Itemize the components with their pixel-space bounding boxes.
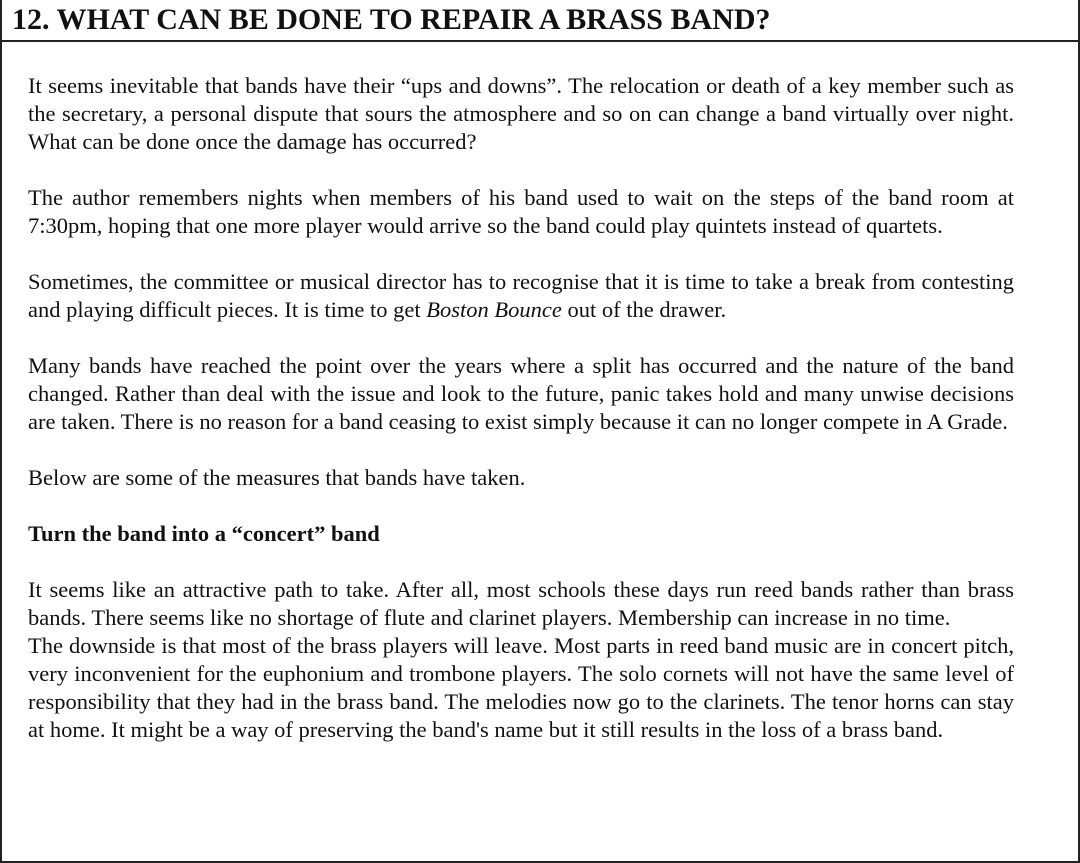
piece-title-boston-bounce: Boston Bounce — [426, 297, 562, 322]
paragraph-author-memory: The author remembers nights when members of his band used to wait on the steps of the band room at 7:30pm, hoping that one more player would arrive so the band could play quintets instead of quartets. — [28, 185, 1014, 238]
section-heading-concert-band: Turn the band into a “concert” band — [28, 521, 380, 546]
paragraph-intro: It seems inevitable that bands have their “ups and downs”. The relocation or death of a key member such as the secretary, a personal dispute that sours the atmosphere and so on can change a band virtually over night. What can be done once the damage has occurred? — [28, 73, 1014, 154]
paragraph-concert-band-downside: The downside is that most of the brass players will leave. Most parts in reed band music are in concert pitch, very inconvenient for the euphonium and trombone players. The solo cornets will not have the same level of responsibility that they had in the brass band. The melodies now go to the clarinets. The tenor horns can stay at home. It might be a way of preserving the band's name but it still results in the loss of a brass band. — [28, 633, 1014, 742]
page-title: 12. WHAT CAN BE DONE TO REPAIR A BRASS BAND? — [12, 3, 771, 36]
document-body — [28, 72, 1014, 744]
paragraph-take-a-break-text-start: Sometimes, the committee or musical director has to recognise that it is time to take a break from contesting and playing difficult pieces. It is time to get — [28, 269, 1014, 322]
paragraph-measures-intro: Below are some of the measures that bands have taken. — [28, 465, 526, 490]
paragraph-concert-band-upside: It seems like an attractive path to take. After all, most schools these days run reed bands rather than brass bands. There seems like no shortage of flute and clarinet players. Membership can increase in no time. — [28, 577, 1014, 630]
paragraph-take-a-break — [28, 268, 1014, 324]
title-bar — [2, 0, 1078, 42]
paragraph-band-split: Many bands have reached the point over the years where a split has occurred and the nature of the band changed. Rather than deal with the issue and look to the future, panic takes hold and many unwise decisions are taken. There is no reason for a band ceasing to exist simply because it can no longer compete in A Grade. — [28, 353, 1014, 434]
paragraph-take-a-break-text-end: out of the drawer. — [561, 297, 727, 322]
